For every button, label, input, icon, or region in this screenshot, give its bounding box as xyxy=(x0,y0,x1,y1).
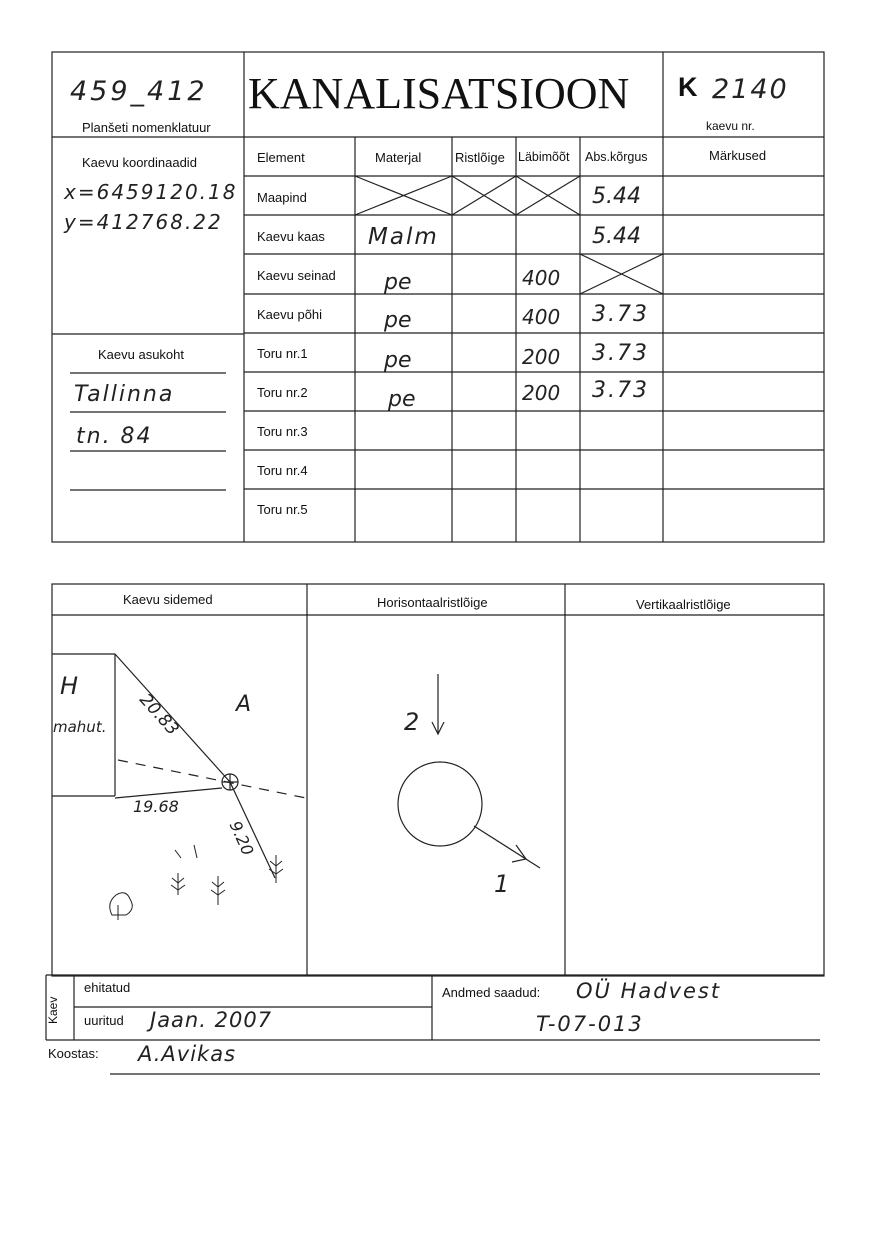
col-header-material: Materjal xyxy=(375,150,422,165)
built-label: ehitatud xyxy=(84,980,131,995)
col-header-notes: Märkused xyxy=(709,148,767,163)
compiled-value: A.Avikas xyxy=(138,1042,237,1066)
location-line-1: Tallinna xyxy=(74,382,175,407)
page-title: KANALISATSIOON xyxy=(248,69,630,118)
row-abs: 5.44 xyxy=(592,184,641,209)
row-material: pe xyxy=(388,387,416,412)
row-material: Malm xyxy=(368,224,439,250)
well-prefix: K xyxy=(678,72,698,102)
row-element: Toru nr.3 xyxy=(257,424,308,439)
row-diameter: 400 xyxy=(522,266,561,290)
compiled-label: Koostas: xyxy=(48,1046,99,1061)
sheet-caption: Planšeti nomenklatuur xyxy=(82,120,211,135)
location-caption: Kaevu asukoht xyxy=(98,347,185,362)
col-header-element: Element xyxy=(257,150,305,165)
row-abs: 3.73 xyxy=(592,378,649,403)
distance-label-2: 19.68 xyxy=(133,797,179,816)
sketch-title-horizontal: Horisontaalristlõige xyxy=(377,595,488,610)
pipe-in-label: 2 xyxy=(404,708,420,736)
location-line-2: tn. 84 xyxy=(76,424,153,449)
building-label-2: mahut. xyxy=(53,718,107,736)
row-abs: 5.44 xyxy=(592,224,641,249)
row-material: pe xyxy=(384,270,412,295)
sketch-title-links: Kaevu sidemed xyxy=(123,592,213,607)
distance-label-1: 20.83 xyxy=(135,690,183,740)
row-element: Toru nr.4 xyxy=(257,463,308,478)
row-element: Toru nr.2 xyxy=(257,385,308,400)
point-label: A xyxy=(236,692,252,717)
row-diameter: 400 xyxy=(522,305,561,329)
surveyed-label: uuritud xyxy=(84,1013,124,1028)
coordinates-caption: Kaevu koordinaadid xyxy=(82,155,197,170)
col-header-diameter: Läbimõõt xyxy=(518,150,570,164)
surveyed-value: Jaan. 2007 xyxy=(150,1008,273,1032)
sheet-number: 459_412 xyxy=(70,76,208,107)
well-caption: kaevu nr. xyxy=(706,119,755,133)
row-material: pe xyxy=(384,348,412,373)
row-element: Kaevu põhi xyxy=(257,307,323,322)
coordinate-y: y=412768.22 xyxy=(64,210,223,234)
row-diameter: 200 xyxy=(522,381,561,405)
pipe-out-label: 1 xyxy=(494,870,510,898)
source-label: Andmed saadud: xyxy=(442,985,541,1000)
building-label: H xyxy=(60,672,79,700)
sketch-title-vertical: Vertikaalristlõige xyxy=(636,597,731,612)
coordinate-x: x=6459120.18 xyxy=(64,180,238,204)
row-element: Toru nr.5 xyxy=(257,502,308,517)
well-number: 2140 xyxy=(712,74,789,105)
source-value: OÜ Hadvest xyxy=(576,979,722,1003)
distance-label-3: 9.20 xyxy=(225,818,258,859)
col-header-abs: Abs.kõrgus xyxy=(585,150,648,164)
col-header-cross: Ristlõige xyxy=(455,150,505,165)
row-diameter: 200 xyxy=(522,345,561,369)
row-element: Maapind xyxy=(257,190,307,205)
row-element: Kaevu kaas xyxy=(257,229,325,244)
row-abs: 3.73 xyxy=(592,341,649,366)
source-reference: T-07-013 xyxy=(536,1012,644,1036)
row-abs: 3.73 xyxy=(592,302,649,327)
kaev-label: Kaev xyxy=(46,996,60,1024)
row-element: Kaevu seinad xyxy=(257,268,336,283)
row-material: pe xyxy=(384,308,412,333)
row-element: Toru nr.1 xyxy=(257,346,308,361)
